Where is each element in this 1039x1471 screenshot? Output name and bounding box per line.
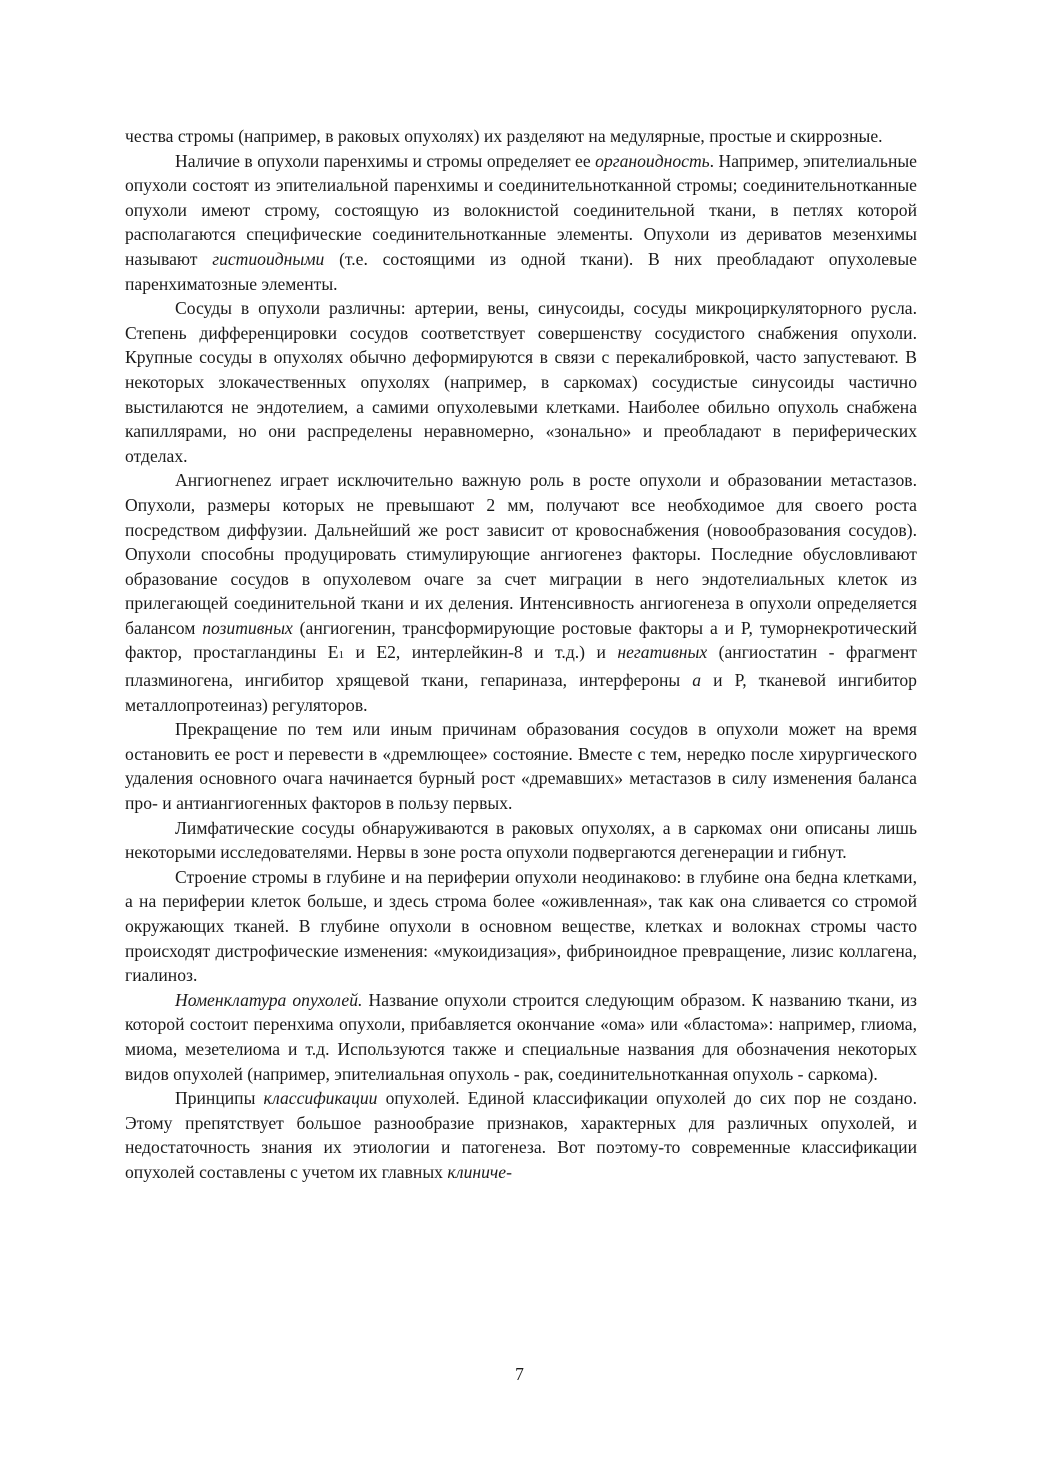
page-body [125, 124, 917, 1185]
italic-text: а [692, 670, 702, 691]
text-run: 1 [338, 649, 345, 662]
italic-text: клиниче- [447, 1161, 512, 1182]
italic-text: органоидность [595, 150, 710, 171]
text-run: Наличие в опухоли паренхимы и стромы определяет ее [175, 150, 596, 171]
paragraph [125, 988, 917, 1086]
paragraph [125, 816, 917, 865]
text-run: Название опухоли строится следующим образом. К названию ткани, из которой состоит перенхима опухоли, прибавляется окончание «ома» или «бластома»: например, глиома, миома, мезетелиома и т.д. Используются также и специальные названия для обозначения некоторых видов опухолей (например, эпителиальная опухоль - рак, соединительнотканная опухоль - саркома). [125, 989, 917, 1084]
text-run: Принципы [175, 1088, 264, 1109]
italic-text: Номенклатура опухолей. [175, 989, 363, 1010]
text-run: Сосуды в опухоли различны: артерии, вены, синусоиды, сосуды микроциркуляторного русла. Степень дифференцировки сосудов соответствует совершенству сосудистого снабжения опухоли. Крупные сосуды в опухолях обычно деформируются в связи с перекалибровкой, часто запустевают. В некоторых злокачественных опухолях (например, в саркомах) сосудистые синусоиды частично выстилаются не эндотелием, а самими опухолевыми клетками. Наиболее обильно опухоль снабжена капиллярами, но они распределены неравномерно, «зонально» и преобладают в периферических отделах. [125, 298, 917, 466]
paragraph [125, 149, 917, 297]
text-run: Прекращение по тем или иным причинам образования сосудов в опухоли может на время остановить ее рост и перевести в «дремлющее» состояние. Вместе с тем, нередко после хирургического удаления основного очага начинается бурный рост «дремавших» метастазов в силу изменения баланса про- и антиангиогенных факторов в пользу первых. [125, 719, 917, 814]
italic-text: гистиоидными [212, 248, 325, 269]
text-run: Ангиогнenez играет исключительно важную роль в росте опухоли и образовании метастазов. Опухоли, размеры которых не превышают 2 мм, получают все необходимое для своего роста посредством диффузии. Дальнейший же рост зависит от кровоснабжения (новообразования сосудов). Опухоли способны продуцировать стимулирующие ангиогенез факторы. Последние обусловливают образование сосудов в опухолевом очаге за счет миграции в него эндотелиальных клеток из прилегающей соединительной ткани и их деления. Интенсивность ангиогенеза в опухоли определяется балансом [125, 470, 917, 638]
paragraph [125, 865, 917, 988]
italic-text: классификации [263, 1088, 378, 1109]
text-run: Лимфатические сосуды обнаруживаются в раковых опухолях, а в саркомах они описаны лишь некоторыми исследователями. Нервы в зоне роста опухоли подвергаются дегенерации и гибнут. [125, 817, 917, 863]
text-run: Строение стромы в глубине и на периферии опухоли неодинаково: в глубине она бедна клетками, а на периферии клеток больше, и здесь строма более «оживленная», так как она сливается со стромой окружающих тканей. В глубине опухоли в основном веществе, клетках и волокнах стромы часто происходят дистрофические изменения: «мукоидизация», фибриноидное превращение, лизис коллагена, гиалиноз. [125, 866, 917, 986]
text-run: (т.е. состоящими из одной ткани). В них преобладают опухолевые паренхиматозные элементы. [125, 248, 917, 294]
text-run: и Р, тканевой ингибитор металлопротеиназ) регуляторов. [125, 670, 917, 715]
text-run: . Например, эпителиальные опухоли состоят из эпителиальной паренхимы и соединительнотканной стромы; соединительнотканные опухоли имеют строму, состоящую из волокнистой соединительной ткани, в петлях которой располагаются специфические соединительнотканные элементы. Опухоли из дериватов мезенхимы называют [125, 150, 917, 269]
text-run: опухолей. Единой классификации опухолей до сих пор не создано. Этому препятствует большое разнообразие признаков, характерных для различных опухолей, и недостаточность знания их этиологии и патогенеза. Вот поэтому-то современные классификации опухолей составлены с учетом их главных [125, 1088, 917, 1182]
paragraph [125, 124, 917, 149]
text-run: (ангиостатин - фрагмент плазминогена, ингибитор хрящевой ткани, гепариназа, интерфероны [125, 642, 917, 691]
text-run: чества стромы (например, в раковых опухолях) их разделяют на медулярные, простые и скиррозные. [125, 126, 883, 146]
page-number: 7 [515, 1364, 524, 1384]
italic-text: негативных [617, 642, 708, 663]
text-run: и Е2, интерлейкин-8 и т.д.) и [344, 642, 618, 663]
text-run: (ангиогенин, трансформирующие ростовые факторы а и Р, туморнекротический фактор, простагландины Е [125, 617, 917, 663]
italic-text: позитивных [202, 617, 293, 638]
paragraph [125, 296, 917, 468]
paragraph [125, 468, 917, 717]
paragraph [125, 717, 917, 815]
paragraph [125, 1086, 917, 1184]
